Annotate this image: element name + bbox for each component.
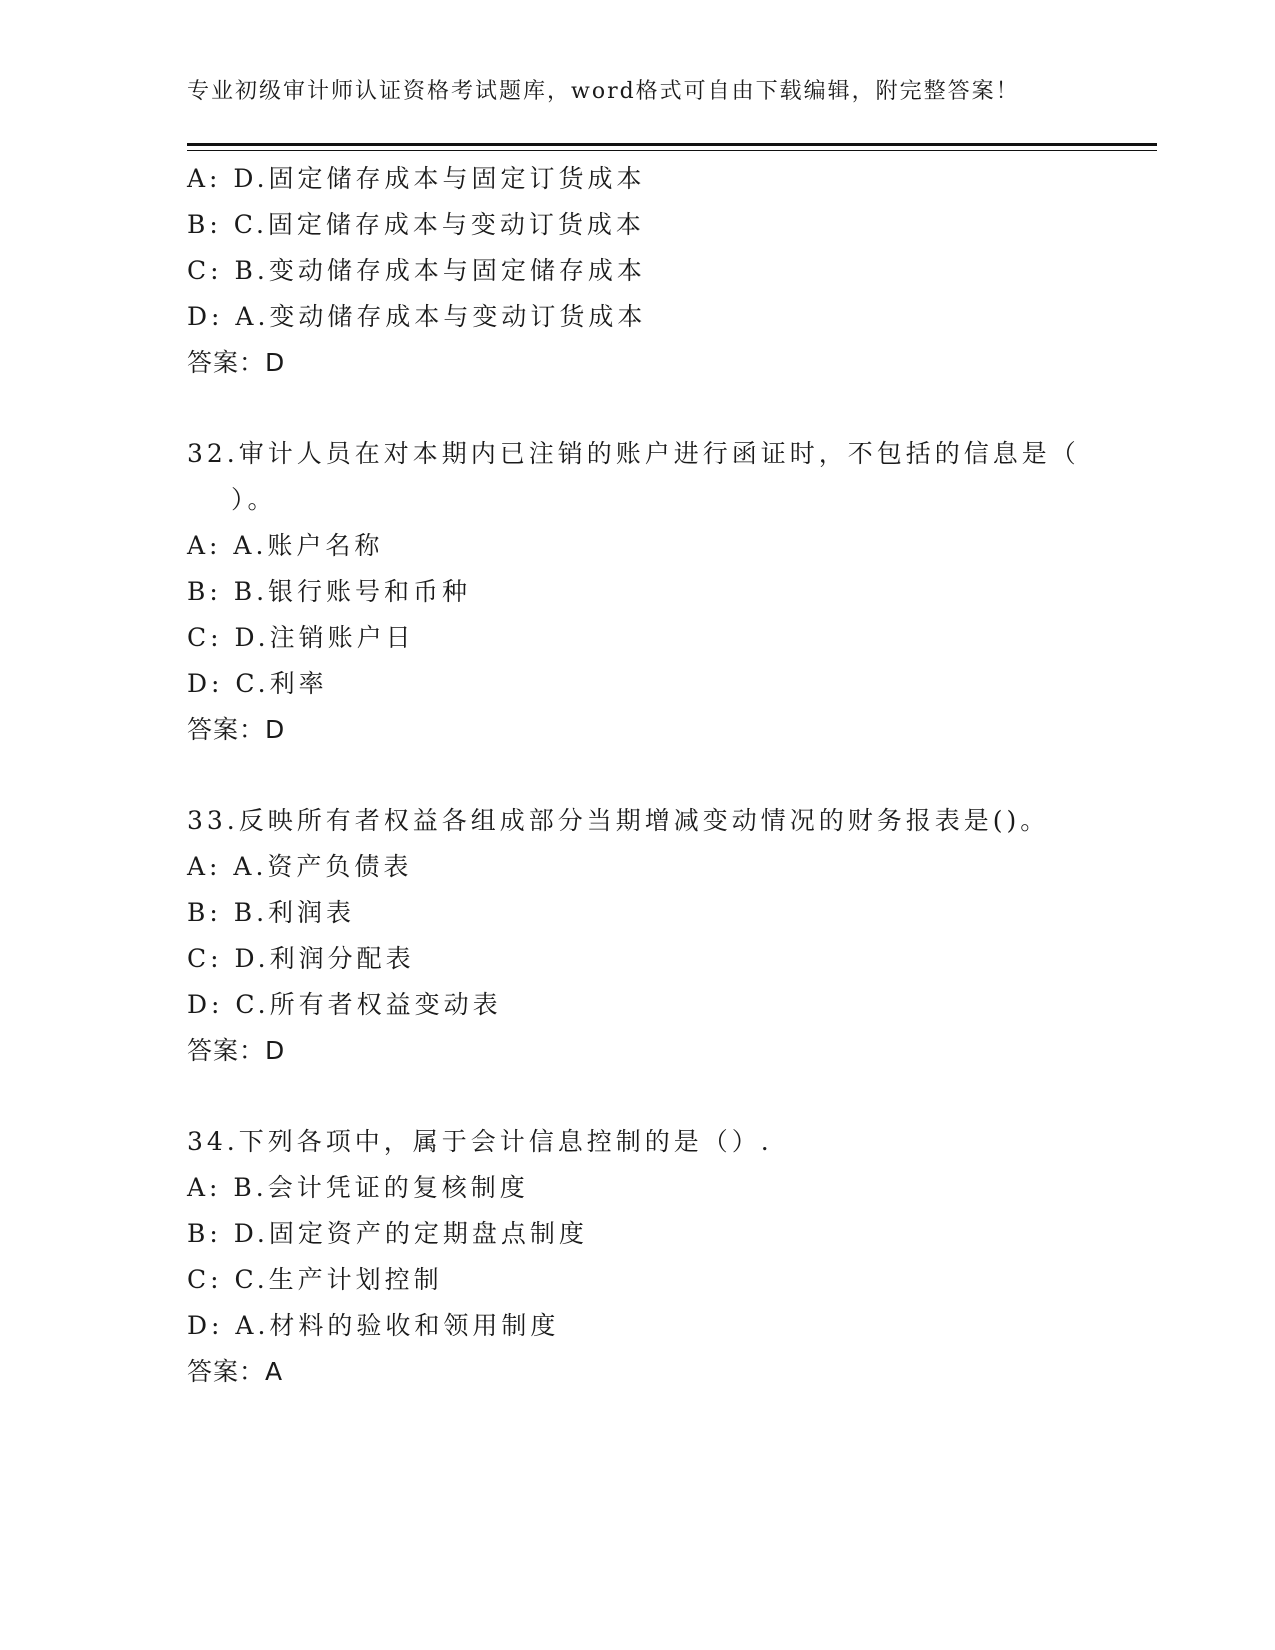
option-d: D: C.利率 <box>187 669 328 698</box>
question-31 <box>187 156 1117 386</box>
spacer <box>187 386 1117 431</box>
answer: 答案：D <box>187 1036 286 1065</box>
option-d: D: A.材料的验收和领用制度 <box>187 1311 560 1340</box>
option-c: C: D.注销账户日 <box>187 623 415 652</box>
option-a: A: A.账户名称 <box>187 531 384 560</box>
page-header: 专业初级审计师认证资格考试题库，word格式可自由下载编辑，附完整答案！ <box>187 79 1020 104</box>
question-33 <box>187 798 1117 1074</box>
answer: 答案：D <box>187 348 286 377</box>
option-c: C: C.生产计划控制 <box>187 1265 443 1294</box>
question-stem-continued: ）。 <box>231 485 277 514</box>
answer: 答案：D <box>187 715 286 744</box>
header-divider-thick <box>187 143 1157 146</box>
option-a: A: D.固定储存成本与固定订货成本 <box>187 164 646 193</box>
question-34 <box>187 1119 1117 1395</box>
option-d: D: A.变动储存成本与变动订货成本 <box>187 302 647 331</box>
option-c: C: B.变动储存成本与固定储存成本 <box>187 256 646 285</box>
option-b: B: B.银行账号和币种 <box>187 577 472 606</box>
question-stem: 33.反映所有者权益各组成部分当期增减变动情况的财务报表是()。 <box>187 806 1050 835</box>
question-list <box>187 156 1117 1395</box>
option-a: A: B.会计凭证的复核制度 <box>187 1173 529 1202</box>
answer: 答案：A <box>187 1357 284 1386</box>
option-d: D: C.所有者权益变动表 <box>187 990 502 1019</box>
option-b: B: B.利润表 <box>187 898 356 927</box>
spacer <box>187 1074 1117 1119</box>
header-divider-thin <box>187 150 1157 151</box>
option-b: B: C.固定储存成本与变动订货成本 <box>187 210 645 239</box>
option-c: C: D.利润分配表 <box>187 944 415 973</box>
question-stem: 32.审计人员在对本期内已注销的账户进行函证时，不包括的信息是（ <box>187 439 1080 468</box>
question-32 <box>187 431 1117 753</box>
question-stem: 34.下列各项中，属于会计信息控制的是（）. <box>187 1127 773 1156</box>
option-a: A: A.资产负债表 <box>187 852 413 881</box>
spacer <box>187 753 1117 798</box>
option-b: B: D.固定资产的定期盘点制度 <box>187 1219 588 1248</box>
